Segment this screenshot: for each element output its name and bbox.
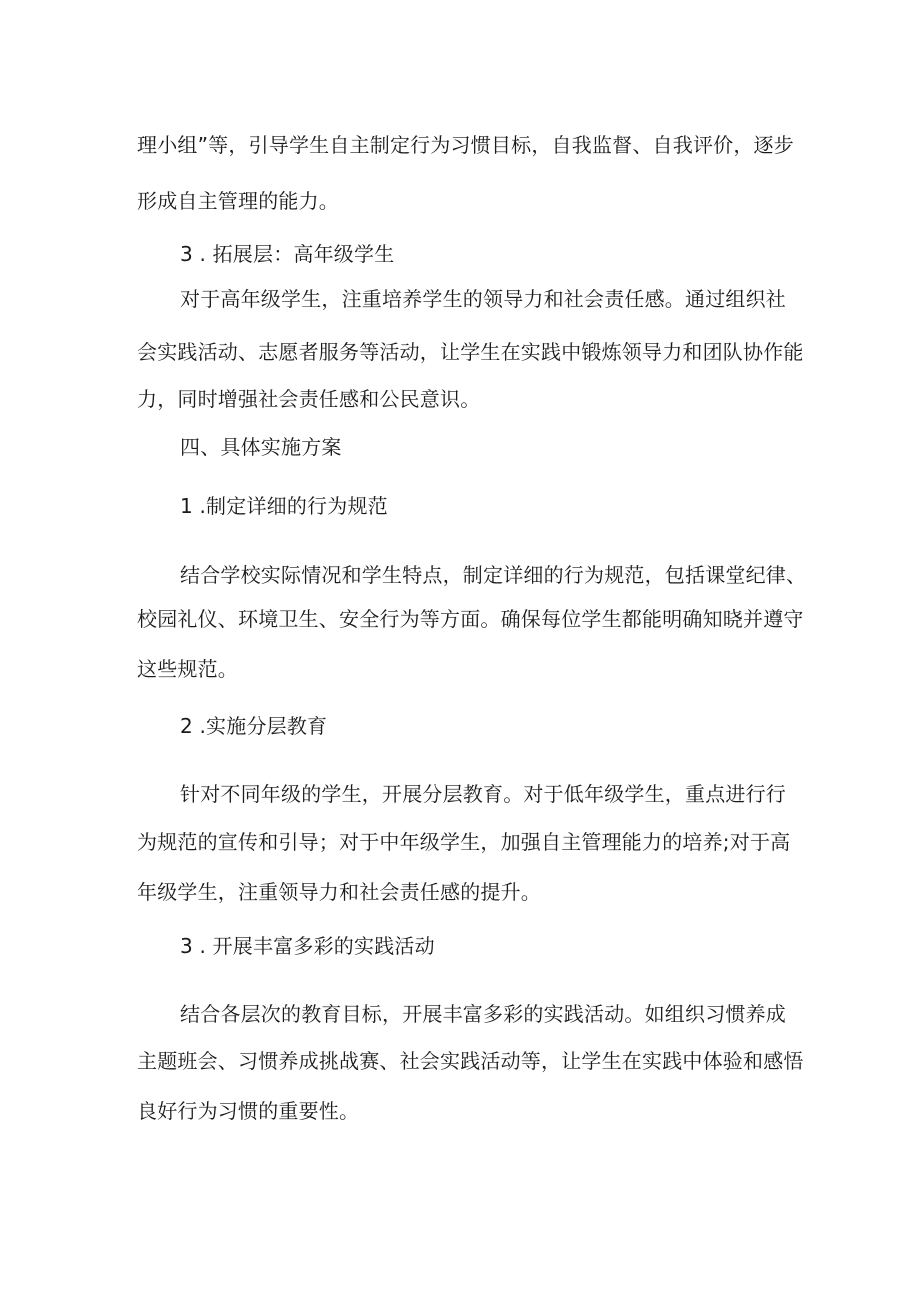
body-text-line: 结合学校实际情况和学生特点，制定详细的行为规范，包括课堂纪律、 [180, 563, 807, 587]
section-heading: 四、具体实施方案 [180, 435, 342, 459]
body-text-line: 良好行为习惯的重要性。 [137, 1099, 360, 1123]
body-text-line: 校园礼仪、环境卫生、安全行为等方面。确保每位学生都能明确知晓并遵守 [137, 607, 804, 631]
body-text-line: 主题班会、习惯养成挑战赛、社会实践活动等，让学生在实践中体验和感悟 [137, 1049, 804, 1073]
body-text-line: 这些规范。 [137, 657, 238, 681]
body-text-line: 针对不同年级的学生，开展分层教育。对于低年级学生，重点进行行 [180, 782, 786, 806]
body-text-line: 年级学生，注重领导力和社会责任感的提升。 [137, 880, 541, 904]
subsection-heading: 3 . 开展丰富多彩的实践活动 [180, 934, 435, 958]
body-text-line: 对于高年级学生，注重培养学生的领导力和社会责任感。通过组织社 [180, 287, 786, 311]
section-heading: 3 . 拓展层：高年级学生 [180, 242, 395, 266]
body-text-line: 会实践活动、志愿者服务等活动，让学生在实践中锻炼领导力和团队协作能 [137, 340, 804, 364]
body-text-line: 理小组”等，引导学生自主制定行为习惯目标，自我监督、自我评价，逐步 [137, 133, 794, 157]
subsection-heading: 1 .制定详细的行为规范 [180, 494, 388, 518]
body-text-line: 力，同时增强社会责任感和公民意识。 [137, 387, 481, 411]
body-text-line: 结合各层次的教育目标，开展丰富多彩的实践活动。如组织习惯养成 [180, 1002, 786, 1026]
subsection-heading: 2 .实施分层教育 [180, 714, 328, 738]
body-text-line: 形成自主管理的能力。 [137, 189, 339, 213]
body-text-line: 为规范的宣传和引导；对于中年级学生，加强自主管理能力的培养;对于高 [137, 830, 791, 854]
